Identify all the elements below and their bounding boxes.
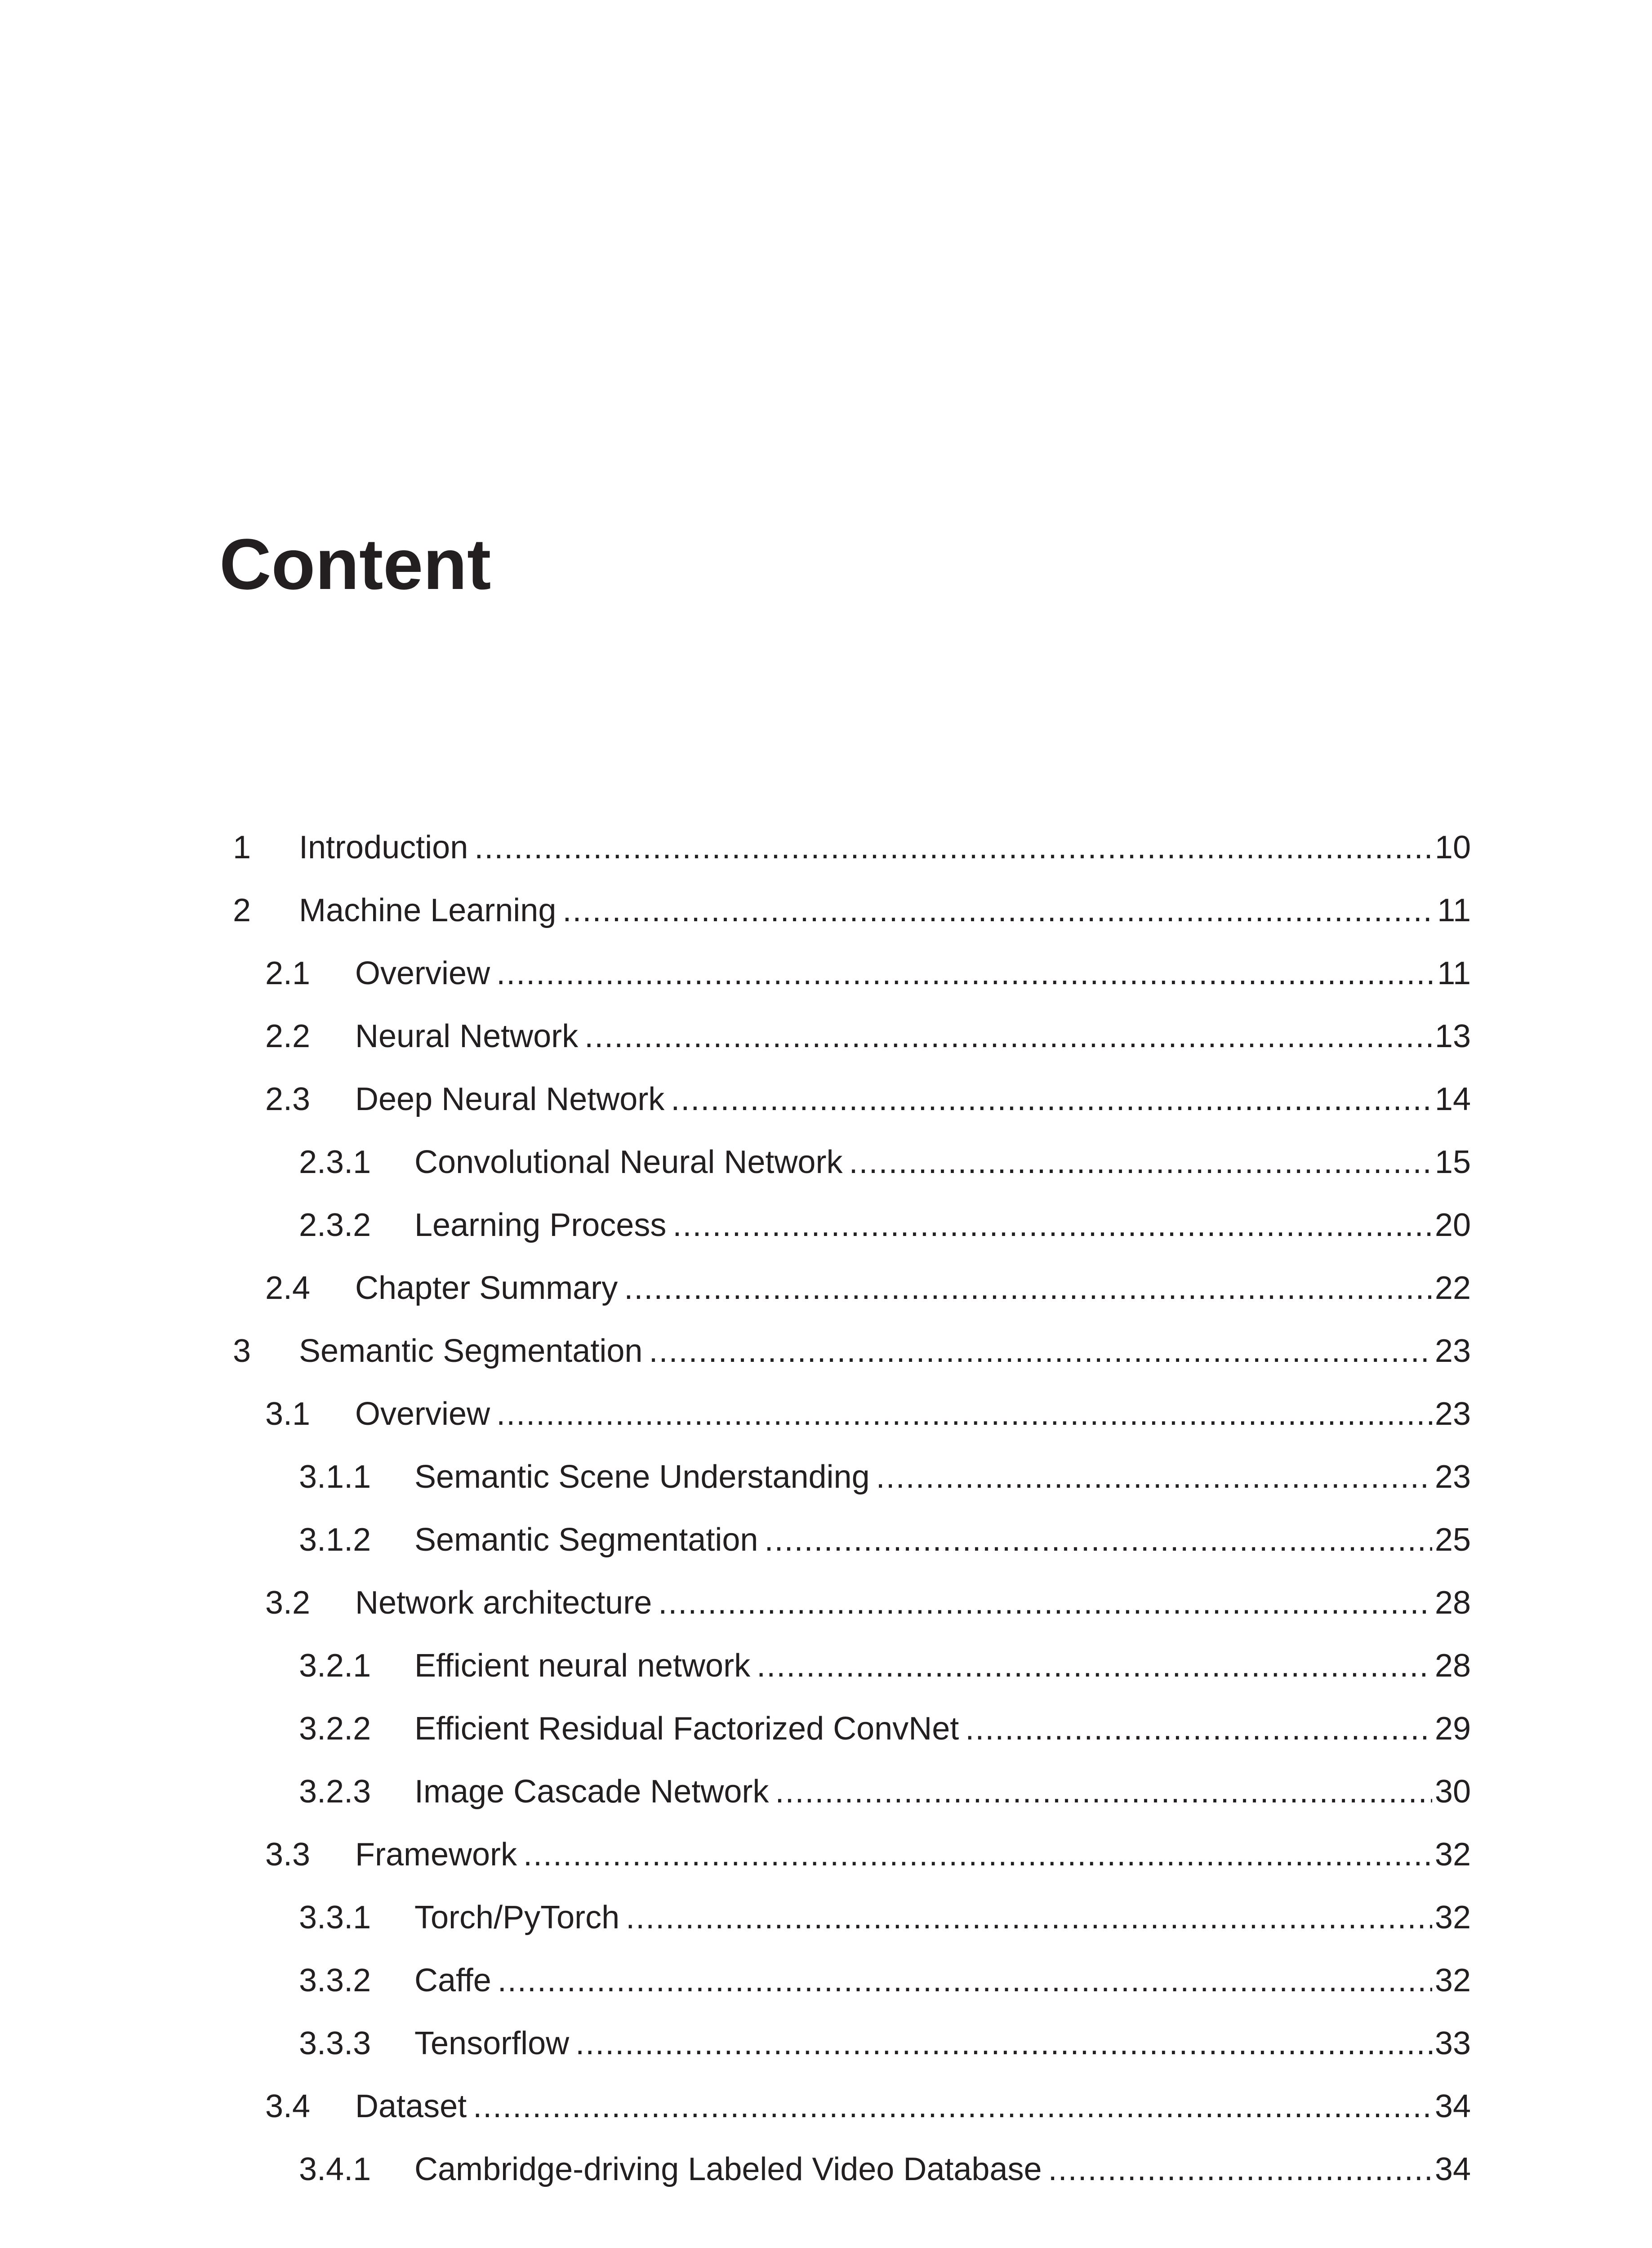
toc-dot-leader [671,1077,1432,1122]
toc-entry-number: 3.1 [265,1396,311,1432]
toc-entry-number: 3.3.3 [299,2025,371,2061]
toc-entry-line [355,1580,1471,1625]
toc-entry-title: Network architecture [355,1585,652,1621]
toc-entry[interactable] [0,951,1652,996]
toc-entry-page-number: 32 [1434,1963,1471,1998]
toc-entry-line [414,1706,1471,1751]
toc-entry-page-number: 34 [1434,2151,1471,2187]
toc-entry-number: 3.2.3 [299,1774,371,1810]
toc-entry-title: Machine Learning [299,892,557,928]
toc-entry-line [355,951,1471,996]
toc-entry-title: Semantic Segmentation [414,1522,758,1558]
toc-entry-title: Dataset [355,2088,467,2124]
toc-dot-leader [876,1454,1432,1499]
toc-entry-line [299,888,1471,933]
toc-entry-page-number: 22 [1434,1270,1471,1306]
toc-entry-number: 3.1.2 [299,1522,371,1558]
toc-dot-leader [849,1140,1432,1185]
toc-entry-title: Efficient Residual Factorized ConvNet [414,1711,959,1747]
toc-entry[interactable] [0,1140,1652,1185]
toc-entry-line [355,1014,1471,1059]
toc-entry-line [414,1895,1471,1940]
toc-entry-number: 2.3.1 [299,1144,371,1180]
toc-entry[interactable] [0,1580,1652,1625]
toc-entry[interactable] [0,2021,1652,2066]
toc-dot-leader [626,1895,1432,1940]
toc-entry-title: Efficient neural network [414,1648,751,1684]
toc-entry-number: 3.4.1 [299,2151,371,2187]
toc-dot-leader [496,951,1434,996]
toc-entry-page-number: 25 [1434,1522,1471,1558]
toc-entry-number: 3.3 [265,1837,311,1873]
toc-entry-title: Chapter Summary [355,1270,618,1306]
toc-entry[interactable] [0,1895,1652,1940]
toc-dot-leader [498,1958,1432,2003]
toc-entry-title: Neural Network [355,1018,579,1054]
toc-entry-line [414,1517,1471,1562]
toc-entry[interactable] [0,1014,1652,1059]
toc-entry-line [414,1958,1471,2003]
toc-entry[interactable] [0,1266,1652,1311]
toc-entry[interactable] [0,888,1652,933]
toc-entry-page-number: 30 [1434,1774,1471,1810]
toc-entry-number: 3.4 [265,2088,311,2124]
toc-entry[interactable] [0,1706,1652,1751]
toc-entry-line [414,1769,1471,1814]
toc-entry-line [414,2021,1471,2066]
toc-entry-number: 3.3.1 [299,1900,371,1936]
toc-entry-title: Convolutional Neural Network [414,1144,843,1180]
toc-entry-page-number: 15 [1434,1144,1471,1180]
toc-entry-page-number: 13 [1434,1018,1471,1054]
toc-entry[interactable] [0,1832,1652,1877]
toc-entry-number: 3.2.1 [299,1648,371,1684]
toc-entry-page-number: 23 [1434,1396,1471,1432]
toc-entry-number: 1 [233,830,251,865]
toc-entry[interactable] [0,1329,1652,1374]
toc-entry-number: 2.3.2 [299,1207,371,1243]
toc-entry[interactable] [0,1517,1652,1562]
toc-entry-title: Overview [355,1396,490,1432]
toc-entry[interactable] [0,1392,1652,1436]
toc-dot-leader [658,1580,1432,1625]
toc-entry[interactable] [0,1769,1652,1814]
toc-entry-title: Framework [355,1837,517,1873]
page-title: Content [219,524,491,604]
toc-entry-page-number: 14 [1434,1081,1471,1117]
toc-entry-page-number: 28 [1434,1585,1471,1621]
toc-dot-leader [473,2084,1432,2129]
toc-entry-page-number: 20 [1434,1207,1471,1243]
toc-entry-number: 2.2 [265,1018,311,1054]
toc-entry-title: Learning Process [414,1207,667,1243]
toc-dot-leader [764,1517,1432,1562]
toc-entry-title: Tensorflow [414,2025,570,2061]
toc-dot-leader [1048,2147,1432,2192]
toc-dot-leader [474,825,1432,870]
toc-entry-number: 2.4 [265,1270,311,1306]
toc-entry-line [414,1203,1471,1248]
toc-entry-number: 2.1 [265,955,311,991]
toc-entry-number: 3.3.2 [299,1963,371,1998]
toc-entry-line [299,1329,1471,1374]
toc-entry-line [299,825,1471,870]
toc-entry[interactable] [0,1958,1652,2003]
toc-entry-title: Image Cascade Network [414,1774,769,1810]
toc-dot-leader [965,1706,1432,1751]
toc-entry-line [414,2147,1471,2192]
toc-entry-page-number: 28 [1434,1648,1471,1684]
toc-entry-title: Semantic Scene Understanding [414,1459,870,1495]
toc-entry-page-number: 11 [1437,955,1471,991]
toc-dot-leader [523,1832,1432,1877]
toc-dot-leader [624,1266,1432,1311]
toc-entry-line [355,1832,1471,1877]
toc-dot-leader [496,1392,1432,1436]
toc-entry-page-number: 32 [1434,1837,1471,1873]
toc-entry-page-number: 11 [1437,892,1471,928]
toc-entry[interactable] [0,2147,1652,2192]
toc-dot-leader [575,2021,1432,2066]
toc-dot-leader [562,888,1434,933]
toc-entry-number: 2.3 [265,1081,311,1117]
toc-entry-number: 2 [233,892,251,928]
toc-entry[interactable] [0,2084,1652,2129]
toc-entry-line [355,1392,1471,1436]
toc-entry-line [355,1077,1471,1122]
toc-entry-line [355,1266,1471,1311]
toc-entry-line [414,1454,1471,1499]
toc-entry-line [414,1643,1471,1688]
toc-entry-title: Caffe [414,1963,491,1998]
toc-dot-leader [649,1329,1432,1374]
toc-dot-leader [775,1769,1432,1814]
toc-entry[interactable] [0,1454,1652,1499]
toc-entry-title: Deep Neural Network [355,1081,665,1117]
toc-entry[interactable] [0,825,1652,870]
toc-entry-title: Introduction [299,830,468,865]
toc-dot-leader [757,1643,1432,1688]
toc-entry-title: Torch/PyTorch [414,1900,620,1936]
toc-entry-page-number: 32 [1434,1900,1471,1936]
toc-entry-number: 3.2 [265,1585,311,1621]
toc-entry-page-number: 29 [1434,1711,1471,1747]
toc-entry-title: Semantic Segmentation [299,1333,643,1369]
toc-entry-number: 3.1.1 [299,1459,371,1495]
toc-entry-title: Overview [355,955,490,991]
toc-entry-title: Cambridge-driving Labeled Video Database [414,2151,1042,2187]
toc-entry[interactable] [0,1077,1652,1122]
toc-entry-number: 3 [233,1333,251,1369]
toc-entry[interactable] [0,1643,1652,1688]
toc-entry-page-number: 10 [1434,830,1471,865]
toc-dot-leader [672,1203,1432,1248]
toc-entry-page-number: 34 [1434,2088,1471,2124]
toc-entry-line [355,2084,1471,2129]
toc-entry-number: 3.2.2 [299,1711,371,1747]
toc-entry-page-number: 33 [1434,2025,1471,2061]
toc-entry-page-number: 23 [1434,1333,1471,1369]
toc-entry[interactable] [0,1203,1652,1248]
toc-entry-page-number: 23 [1434,1459,1471,1495]
toc-entry-line [414,1140,1471,1185]
toc-dot-leader [584,1014,1432,1059]
